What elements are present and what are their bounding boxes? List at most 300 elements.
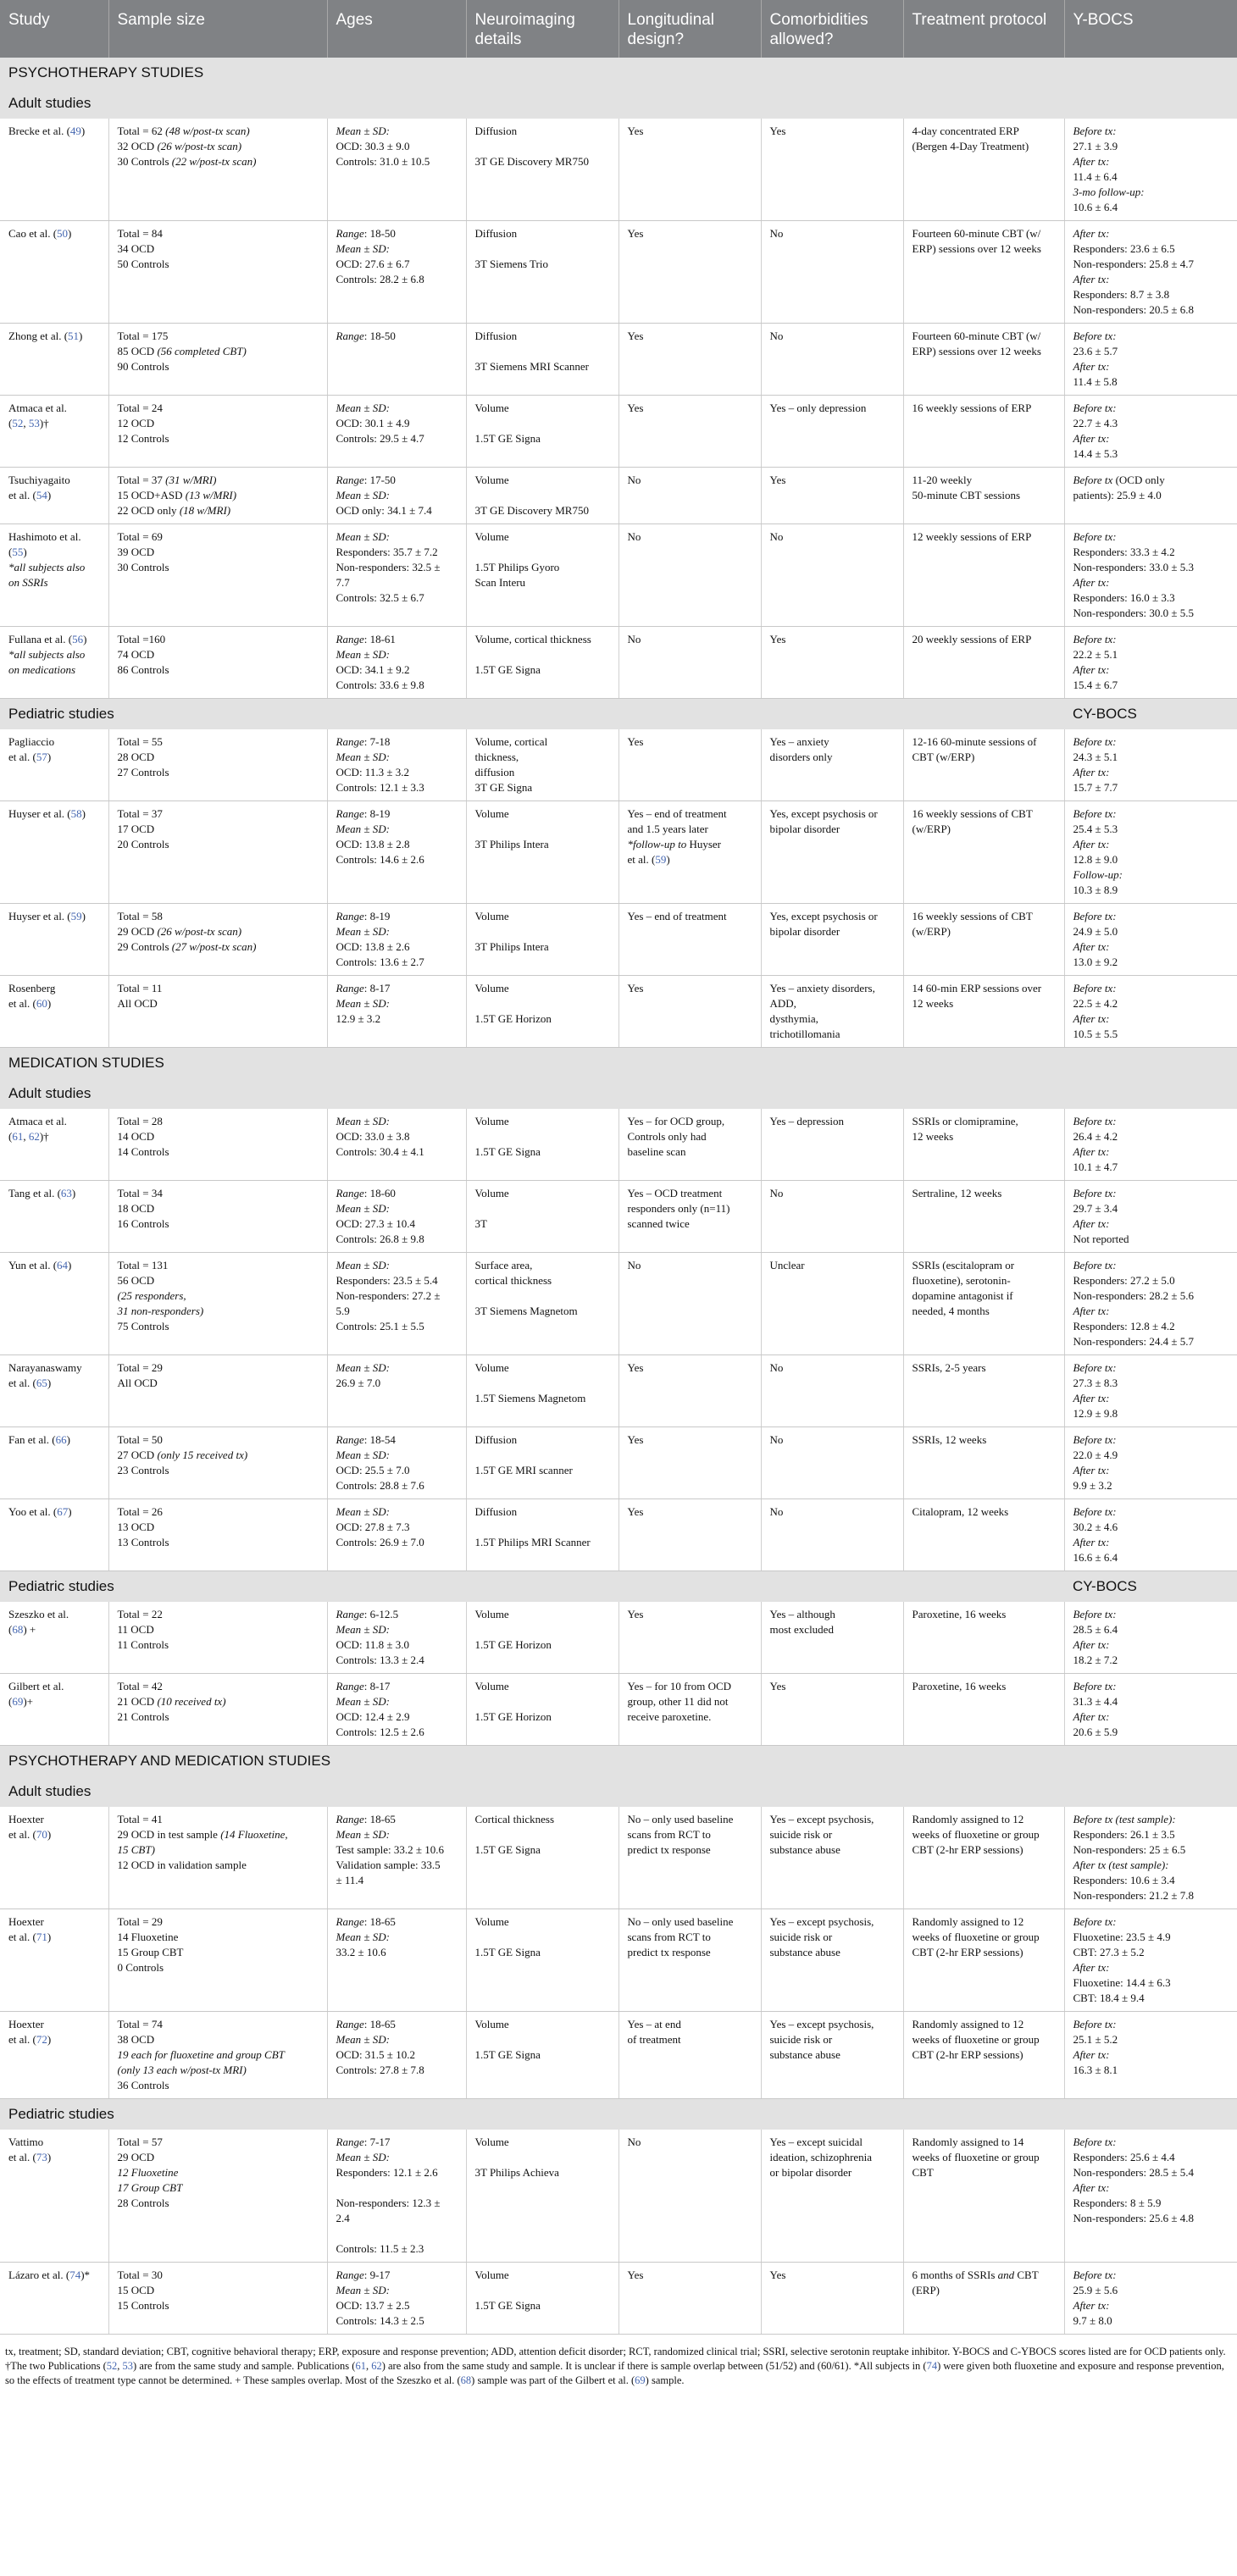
cell-text: Total = 37 (117, 807, 163, 820)
cell-study (0, 1602, 108, 1674)
cell-line (912, 329, 1059, 344)
cell-text: et al. ( (8, 751, 36, 763)
cell-line (336, 909, 461, 924)
cell-ybocs (1064, 801, 1237, 904)
cell-text: 12 OCD in validation sample (117, 1859, 247, 1871)
cell-spacer (475, 1376, 613, 1391)
reference-link[interactable]: 67 (57, 1505, 69, 1518)
cell-line (8, 2017, 103, 2032)
cell-line (118, 488, 322, 503)
cell-line (912, 1607, 1059, 1622)
cell-comorbidities (761, 904, 903, 976)
cell-study (0, 396, 108, 468)
cell-text: Range (336, 2269, 364, 2281)
cell-line (336, 1273, 461, 1288)
cell-text: After tx: (1073, 1217, 1110, 1230)
cell-text: Total = 29 (117, 1361, 163, 1374)
cell-line (912, 124, 1059, 139)
cell-longitudinal (618, 627, 761, 699)
footnote-text: tx, treatment; SD, standard deviation; CBT, cognitive behavioral therapy; ERP, exposure and response prevention; ADD, attention deficit disorder; RCT, randomized clinical trial; SSRI, selective serotonin reuptake inhibitor. Y-BOCS and C-YBOCS scores listed are for OCD patients only. †The two Publications ( (5, 2346, 1226, 2372)
cell-line (118, 139, 322, 154)
cell-line (628, 1114, 756, 1129)
cell-text: Before tx: (1073, 735, 1117, 748)
cell-text: After tx: (1073, 1145, 1110, 1158)
cell-treatment (903, 468, 1064, 524)
reference-link[interactable]: 61 (355, 2360, 366, 2372)
cell-line (770, 1679, 898, 1694)
cell-line (1073, 1334, 1233, 1349)
cell-line (336, 1930, 461, 1945)
reference-link[interactable]: 68 (460, 2374, 472, 2386)
cell-line (8, 545, 103, 560)
cell-text: Before tx: (1073, 1433, 1117, 1446)
cell-treatment (903, 1109, 1064, 1181)
cell-ages (327, 396, 466, 468)
cell-text: ) (68, 227, 72, 240)
cell-text: Responders: 10.6 ± 3.4 (1073, 1874, 1175, 1886)
cell-text: Yoo et al. ( (8, 1505, 58, 1518)
cell-text: CBT (2-hr ERP sessions) (912, 2048, 1023, 2061)
cell-text: Before tx: (1073, 125, 1117, 137)
cell-line (1073, 662, 1233, 678)
cell-text: ) (79, 330, 83, 342)
cell-text: dopamine antagonist if (912, 1289, 1013, 1302)
cell-line (1073, 1888, 1233, 1903)
cell-text: Volume (474, 530, 509, 543)
cell-text: )* (80, 2269, 91, 2281)
cell-text: Volume (474, 982, 509, 994)
cell-text: Total = 29 (117, 1915, 163, 1928)
cell-text: Controls: 29.5 ± 4.7 (336, 432, 424, 445)
cell-ybocs (1064, 119, 1237, 221)
cell-longitudinal (618, 119, 761, 221)
cell-line (118, 632, 322, 647)
cell-line (475, 329, 613, 344)
cell-treatment (903, 1674, 1064, 1746)
table-row (0, 468, 1237, 524)
cell-longitudinal (618, 1109, 761, 1181)
cell-line (1073, 529, 1233, 545)
table-row (0, 729, 1237, 801)
cell-text: *all subjects also (8, 648, 86, 661)
cell-text: Non-responders: 28.5 ± 5.4 (1073, 2166, 1195, 2179)
cell-line (475, 1607, 613, 1622)
cell-line (118, 473, 322, 488)
cell-text: (w/ERP) (912, 925, 951, 938)
cell-line (1073, 446, 1233, 462)
cell-line (1073, 185, 1233, 200)
cell-line (1073, 590, 1233, 606)
cell-text: No (769, 530, 784, 543)
cell-text: ) (68, 1259, 72, 1271)
cell-line (1073, 1432, 1233, 1448)
cell-text: Yes (627, 227, 644, 240)
reference-link[interactable]: 62 (371, 2360, 382, 2372)
cell-text: 16.3 ± 8.1 (1073, 2064, 1118, 2076)
cell-text: Controls: 12.5 ± 2.6 (336, 1726, 424, 1738)
cell-line (628, 2135, 756, 2150)
reference-link[interactable]: 65 (36, 1377, 47, 1389)
cell-line (475, 2268, 613, 2283)
cell-line (628, 401, 756, 416)
cell-text: , (23, 417, 29, 429)
cell-line (118, 996, 322, 1011)
reference-link[interactable]: 69 (12, 1695, 24, 1708)
reference-link[interactable]: 54 (36, 489, 47, 501)
footnote-text: ) sample was part of the Gilbert et al. ( (471, 2374, 635, 2386)
cell-line (475, 257, 613, 272)
cell-text: 50-minute CBT sessions (912, 489, 1021, 501)
cell-text: Szeszko et al. (8, 1608, 69, 1620)
cell-line (336, 545, 461, 560)
cell-text: 11.4 ± 6.4 (1073, 170, 1118, 183)
reference-link[interactable]: 49 (69, 125, 81, 137)
cell-sample-size (108, 2263, 327, 2335)
cell-text: CBT (1014, 2269, 1039, 2281)
cell-comorbidities (761, 1355, 903, 1427)
cell-line (1073, 1376, 1233, 1391)
cell-text: or bipolar disorder (769, 2166, 852, 2179)
cell-line (1073, 1960, 1233, 1975)
cell-text: CBT: 27.3 ± 5.2 (1073, 1946, 1145, 1958)
reference-link[interactable]: 71 (36, 1931, 47, 1943)
cell-text: Controls: 28.8 ± 7.6 (336, 1479, 424, 1492)
cell-sample-size (108, 1909, 327, 2012)
cell-text: Total = 11 (117, 982, 163, 994)
cell-study (0, 2012, 108, 2099)
cell-text: weeks of fluoxetine or group (912, 1828, 1040, 1841)
cell-line (628, 1709, 756, 1725)
cell-text: ( (8, 1695, 13, 1708)
cell-line (912, 1842, 1059, 1858)
cell-line (1073, 981, 1233, 996)
reference-link[interactable]: 50 (57, 227, 69, 240)
cell-sample-size (108, 1602, 327, 1674)
cell-text: : 18-65 (363, 2018, 396, 2030)
table-row (0, 976, 1237, 1048)
cell-line (336, 1858, 461, 1873)
cell-line (336, 1812, 461, 1827)
cell-text: (48 w/post-tx scan) (165, 125, 250, 137)
table-row (0, 524, 1237, 627)
cell-line (770, 1930, 898, 1945)
cell-text: No – only used baseline (627, 1915, 734, 1928)
cell-text: bipolar disorder (769, 823, 840, 835)
cell-text: No (627, 474, 641, 486)
cell-text: Mean ± SD: (336, 1202, 390, 1215)
cell-line (770, 124, 898, 139)
cell-text: 21 Controls (117, 1710, 169, 1723)
cell-text: ) (81, 910, 86, 922)
cell-line (628, 1694, 756, 1709)
table-row (0, 1427, 1237, 1499)
cell-line (770, 529, 898, 545)
cell-line (1073, 1520, 1233, 1535)
cell-treatment (903, 1602, 1064, 1674)
cell-line (118, 344, 322, 359)
cell-line (1073, 606, 1233, 621)
cell-line (912, 473, 1059, 488)
cell-text: (26 w/post-tx scan) (157, 925, 242, 938)
cell-text: Narayanaswamy (8, 1361, 82, 1374)
cell-text: After tx: (1073, 1464, 1110, 1476)
cell-line (912, 2135, 1059, 2150)
cell-ybocs (1064, 976, 1237, 1048)
reference-link[interactable]: 62 (28, 1130, 40, 1143)
cell-line (475, 662, 613, 678)
cell-text: No (769, 330, 784, 342)
cell-text: Yes – anxiety (769, 735, 829, 748)
cell-line (912, 924, 1059, 939)
cell-text: After tx: (1073, 360, 1110, 373)
cell-ybocs (1064, 396, 1237, 468)
cell-text: cortical thickness (474, 1274, 552, 1287)
cell-sample-size (108, 904, 327, 976)
cell-line (336, 837, 461, 852)
cell-line (336, 2135, 461, 2150)
cell-text: Brecke et al. ( (8, 125, 70, 137)
cell-text: Yes (769, 2269, 786, 2281)
cell-line (912, 2047, 1059, 2063)
cell-neuroimaging (466, 2012, 618, 2099)
reference-link[interactable]: 64 (57, 1259, 69, 1271)
reference-link[interactable]: 60 (36, 997, 47, 1010)
cell-spacer (475, 1930, 613, 1945)
cell-line (118, 1842, 322, 1858)
section-header (0, 58, 1237, 88)
cell-text: 16 weekly sessions of CBT (912, 910, 1033, 922)
cell-line (336, 939, 461, 955)
cell-comorbidities (761, 801, 903, 904)
cell-line (770, 401, 898, 416)
cell-line (336, 1319, 461, 1334)
cell-text: Non-responders: 32.5 ± (336, 561, 441, 573)
cell-line (1073, 241, 1233, 257)
cell-line (8, 1930, 103, 1945)
reference-link[interactable]: 52 (106, 2360, 118, 2372)
reference-link[interactable]: 74 (69, 2269, 81, 2281)
cell-text: 27.3 ± 8.3 (1073, 1377, 1118, 1389)
cell-longitudinal (618, 1499, 761, 1571)
cell-line (912, 1812, 1059, 1827)
reference-link[interactable]: 73 (36, 2151, 47, 2163)
cell-line (912, 226, 1059, 241)
cell-ybocs (1064, 1674, 1237, 1746)
cell-text: 10.3 ± 8.9 (1073, 884, 1118, 896)
footnote-text: , (365, 2360, 372, 2372)
cell-line (912, 1432, 1059, 1448)
cell-text: Total = 58 (117, 910, 163, 922)
cell-line (336, 647, 461, 662)
cell-text: Total = 34 (117, 1187, 163, 1199)
cell-text: Range (336, 633, 364, 645)
reference-link[interactable]: 70 (36, 1828, 47, 1841)
cell-line (118, 1520, 322, 1535)
cell-neuroimaging (466, 1109, 618, 1181)
cell-longitudinal (618, 976, 761, 1048)
cell-neuroimaging (466, 1807, 618, 1909)
cell-line (8, 401, 103, 416)
cell-line (628, 1504, 756, 1520)
reference-link[interactable]: 68 (12, 1623, 24, 1636)
reference-link[interactable]: 52 (12, 417, 24, 429)
cell-text: ) (66, 1433, 70, 1446)
cell-text: Lázaro et al. ( (8, 2269, 70, 2281)
cell-line (912, 1186, 1059, 1201)
reference-link[interactable]: 53 (28, 417, 40, 429)
cell-text: 3T (474, 1217, 487, 1230)
cell-line (1073, 1319, 1233, 1334)
cell-text: 3T GE Discovery MR750 (474, 504, 589, 517)
cell-text: 22.2 ± 5.1 (1073, 648, 1118, 661)
cell-comorbidities (761, 396, 903, 468)
cell-ages (327, 1427, 466, 1499)
cell-line (336, 955, 461, 970)
cell-text: Diffusion (474, 1505, 518, 1518)
cell-text: : 18-60 (363, 1187, 396, 1199)
cell-text: 14 OCD (117, 1130, 155, 1143)
cell-text: 11 Controls (117, 1638, 169, 1651)
cell-line (475, 154, 613, 169)
cell-line (8, 473, 103, 488)
footnote-text: ) are from the same study and sample. Publications ( (133, 2360, 356, 2372)
cell-line (336, 431, 461, 446)
cell-line (336, 139, 461, 154)
cell-text: 6 months of SSRIs (912, 2269, 998, 2281)
cell-line (8, 488, 103, 503)
cell-line (1073, 1842, 1233, 1858)
cell-line (628, 1129, 756, 1144)
table-row (0, 1602, 1237, 1674)
reference-link[interactable]: 56 (72, 633, 84, 645)
cell-line (912, 488, 1059, 503)
cell-ybocs (1064, 1909, 1237, 2012)
cell-text: After tx: (1073, 1012, 1110, 1025)
cell-text: Zhong et al. ( (8, 330, 69, 342)
cell-line (1073, 2283, 1233, 2298)
reference-link[interactable]: 69 (635, 2374, 646, 2386)
cell-line (628, 632, 756, 647)
cell-text: 26.9 ± 7.0 (336, 1377, 381, 1389)
reference-link[interactable]: 55 (12, 546, 24, 558)
cell-line (1073, 359, 1233, 374)
cell-text: 12 Controls (117, 432, 169, 445)
cell-line (118, 1129, 322, 1144)
reference-link[interactable]: 57 (36, 751, 47, 763)
reference-link[interactable]: 59 (70, 910, 82, 922)
cell-text: Non-responders: 12.3 ± (336, 2197, 441, 2209)
cell-line (628, 734, 756, 750)
cell-line (118, 241, 322, 257)
cell-text: 28.5 ± 6.4 (1073, 1623, 1118, 1636)
cell-text: Fourteen 60-minute CBT (w/ (912, 227, 1041, 240)
cell-text: 12.8 ± 9.0 (1073, 853, 1118, 866)
cell-text: 22.7 ± 4.3 (1073, 417, 1118, 429)
cell-line (1073, 883, 1233, 898)
reference-link[interactable]: 66 (55, 1433, 67, 1446)
reference-link[interactable]: 63 (60, 1187, 72, 1199)
cell-ages (327, 1109, 466, 1181)
cell-line (1073, 374, 1233, 390)
cell-text: Pagliaccio (8, 735, 55, 748)
cell-text: 25.4 ± 5.3 (1073, 823, 1118, 835)
cell-longitudinal (618, 468, 761, 524)
cell-line (912, 1914, 1059, 1930)
cell-line (475, 1812, 613, 1827)
cell-line (475, 909, 613, 924)
cell-text: Before tx: (1073, 1187, 1117, 1199)
cell-ages (327, 524, 466, 627)
cell-line (118, 1201, 322, 1216)
cell-line (336, 1144, 461, 1160)
cell-text: substance abuse (769, 2048, 840, 2061)
cell-line (770, 981, 898, 996)
cell-text: Huyser (686, 838, 721, 850)
reference-link[interactable]: 74 (926, 2360, 938, 2372)
reference-link[interactable]: 51 (68, 330, 80, 342)
cell-text: : 8-17 (363, 982, 391, 994)
reference-link[interactable]: 61 (12, 1130, 24, 1143)
cell-line (1073, 139, 1233, 154)
cell-text: Total = 57 (117, 2136, 163, 2148)
cell-text: 9.9 ± 3.2 (1073, 1479, 1112, 1492)
cell-text: OCD: 27.6 ± 6.7 (336, 258, 410, 270)
cell-line (1073, 1448, 1233, 1463)
cell-text: Yes – for OCD group, (627, 1115, 725, 1127)
cell-line (1073, 1694, 1233, 1709)
cell-text: No (627, 530, 641, 543)
cell-text: Before tx: (1073, 1505, 1117, 1518)
cell-text: 15 OCD+ASD (117, 489, 186, 501)
cell-line (475, 1914, 613, 1930)
reference-link[interactable]: 72 (36, 2033, 47, 2046)
cell-text: 10.6 ± 6.4 (1073, 201, 1118, 213)
cell-line (770, 1607, 898, 1622)
cell-line (118, 1535, 322, 1550)
cell-text: (22 w/post-tx scan) (171, 155, 257, 168)
cell-text: Surface area, (474, 1259, 533, 1271)
cell-text: *all subjects also (8, 561, 86, 573)
cell-line (1073, 1391, 1233, 1406)
cell-text: Controls: 31.0 ± 10.5 (336, 155, 430, 168)
cell-text: Yes (627, 125, 644, 137)
cell-line (336, 1478, 461, 1493)
cell-text: weeks of fluoxetine or group (912, 2151, 1040, 2163)
section-header (0, 1048, 1237, 1079)
cell-spacer (336, 2226, 461, 2241)
cell-text: Mean ± SD: (336, 489, 390, 501)
cell-line (770, 226, 898, 241)
cell-line (475, 503, 613, 518)
cell-text: Hoexter (8, 1813, 44, 1825)
cell-text: Yes – depression (769, 1115, 845, 1127)
cell-text: (only 15 received tx) (157, 1449, 248, 1461)
cell-ages (327, 729, 466, 801)
cell-text: 3T Siemens Magnetom (474, 1305, 578, 1317)
cell-text: Total = 42 (117, 1680, 163, 1692)
cell-line (118, 1114, 322, 1129)
cell-text: (56 completed CBT) (157, 345, 247, 357)
cell-text: 3T Philips Intera (474, 838, 549, 850)
cell-line (1073, 632, 1233, 647)
cell-line (770, 2268, 898, 2283)
cell-text: Responders: 26.1 ± 3.5 (1073, 1828, 1175, 1841)
reference-link[interactable]: 59 (655, 853, 667, 866)
reference-link[interactable]: 53 (122, 2360, 134, 2372)
cell-line (118, 1827, 322, 1842)
reference-link[interactable]: 58 (70, 807, 82, 820)
cell-ybocs (1064, 1355, 1237, 1427)
